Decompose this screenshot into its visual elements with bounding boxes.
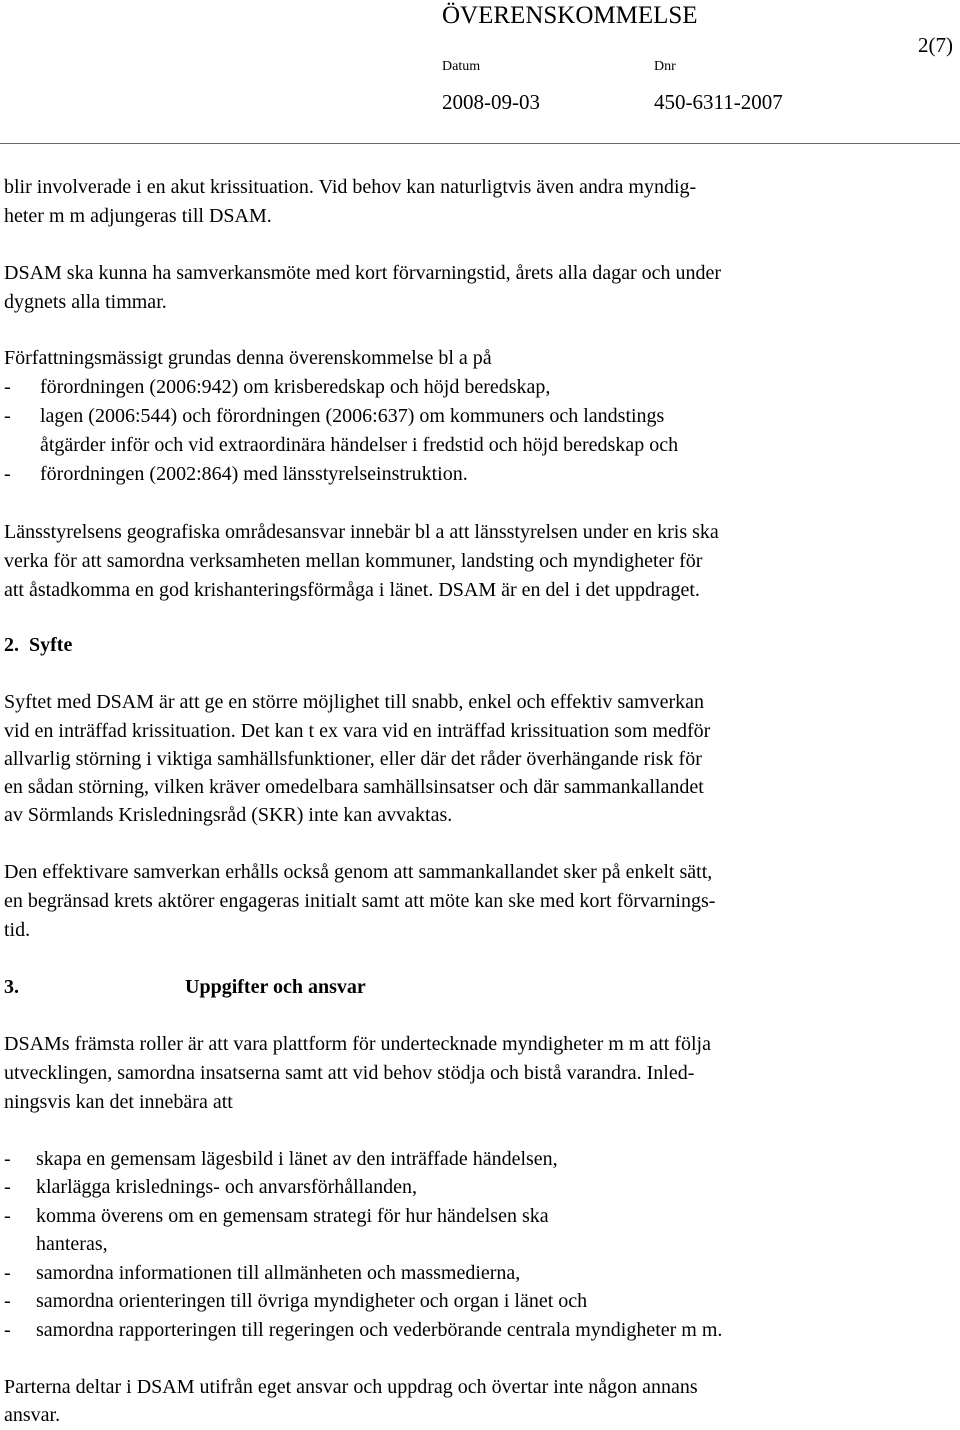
legal-intro: Författningsmässigt grundas denna överenskommelse bl a på [4,347,492,369]
bullet-item: komma överens om en gemensam strategi för hur händelsen ska [36,1205,549,1227]
section-2-heading: 2. Syfte [4,634,73,656]
section-2-line: en begränsad krets aktörer engageras initialt samt att möte kan ske med kort förvarnings- [4,890,716,912]
section-3-number: 3. [4,976,19,998]
list-dash: - [4,405,11,427]
bullet-item: samordna orienteringen till övriga myndigheter och organ i länet och [36,1290,588,1312]
document-title: ÖVERENSKOMMELSE [442,2,698,29]
section-2-line: vid en inträffad krissituation. Det kan t ex vara vid en inträffad krissituation som medför [4,720,711,742]
legal-item-continuation: åtgärder inför och vid extraordinära händelser i fredstid och höjd beredskap och [40,434,679,456]
section-2-line: en sådan störning, vilken kräver omedelbara samhällsinsatser och där sammankallandet [4,776,704,798]
section-3-line: utvecklingen, samordna insatserna samt att vid behov stödja och bistå varandra. Inled- [4,1062,695,1084]
section-2-line: Den effektivare samverkan erhålls också genom att sammankallandet sker på enkelt sätt, [4,861,713,883]
section-3-title: Uppgifter och ansvar [185,976,366,998]
dnr-label: Dnr [654,59,676,74]
list-dash: - [4,1148,11,1170]
section-2-line: allvarlig störning i viktiga samhällsfunktioner, eller där det råder överhängande risk för [4,748,702,770]
closing-line: ansvar. [4,1404,61,1426]
section-2-line: tid. [4,919,31,941]
dnr-value: 450-6311-2007 [654,90,783,114]
paragraph-2-line: DSAM ska kunna ha samverkansmöte med kort förvarningstid, årets alla dagar och under [4,262,722,284]
legal-item: förordningen (2006:942) om krisberedskap och höjd beredskap, [40,376,551,398]
bullet-item: klarlägga krislednings- och anvarsförhållanden, [36,1176,417,1198]
section-3-line: DSAMs främsta roller är att vara plattform för undertecknade myndigheter m m att följa [4,1033,711,1055]
section-2-line: av Sörmlands Krisledningsråd (SKR) inte kan avvaktas. [4,804,453,826]
date-label: Datum [442,59,481,74]
section-3-line: ningsvis kan det innebära att [4,1091,233,1113]
paragraph-1-line: heter m m adjungeras till DSAM. [4,205,272,227]
legal-item: förordningen (2002:864) med länsstyrelseinstruktion. [40,463,468,485]
bullet-item-continuation: hanteras, [36,1233,108,1255]
list-dash: - [4,1205,11,1227]
paragraph-3-line: verka för att samordna verksamheten mellan kommuner, landsting och myndigheter för [4,550,703,572]
legal-item: lagen (2006:544) och förordningen (2006:637) om kommuners och landstings [40,405,665,427]
list-dash: - [4,376,11,398]
paragraph-3-line: Länsstyrelsens geografiska områdesansvar innebär bl a att länsstyrelsen under en kris ska [4,521,719,543]
section-2-line: Syftet med DSAM är att ge en större möjlighet till snabb, enkel och effektiv samverkan [4,691,705,713]
list-dash: - [4,1262,11,1284]
date-value: 2008-09-03 [442,90,540,114]
paragraph-2-line: dygnets alla timmar. [4,291,167,313]
bullet-item: skapa en gemensam lägesbild i länet av den inträffade händelsen, [36,1148,558,1170]
paragraph-3-line: att åstadkomma en god krishanteringsförmåga i länet. DSAM är en del i det uppdraget. [4,579,700,601]
bullet-item: samordna rapporteringen till regeringen och vederbörande centrala myndigheter m m. [36,1319,723,1341]
page-number: 2(7) [918,33,953,57]
list-dash: - [4,1319,11,1341]
list-dash: - [4,463,11,485]
paragraph-1-line: blir involverade i en akut krissituation. Vid behov kan naturligtvis även andra myndig- [4,176,697,198]
header-divider [0,143,960,144]
closing-line: Parterna deltar i DSAM utifrån eget ansvar och uppdrag och övertar inte någon annans [4,1376,698,1398]
list-dash: - [4,1290,11,1312]
bullet-item: samordna informationen till allmänheten och massmedierna, [36,1262,521,1284]
list-dash: - [4,1176,11,1198]
